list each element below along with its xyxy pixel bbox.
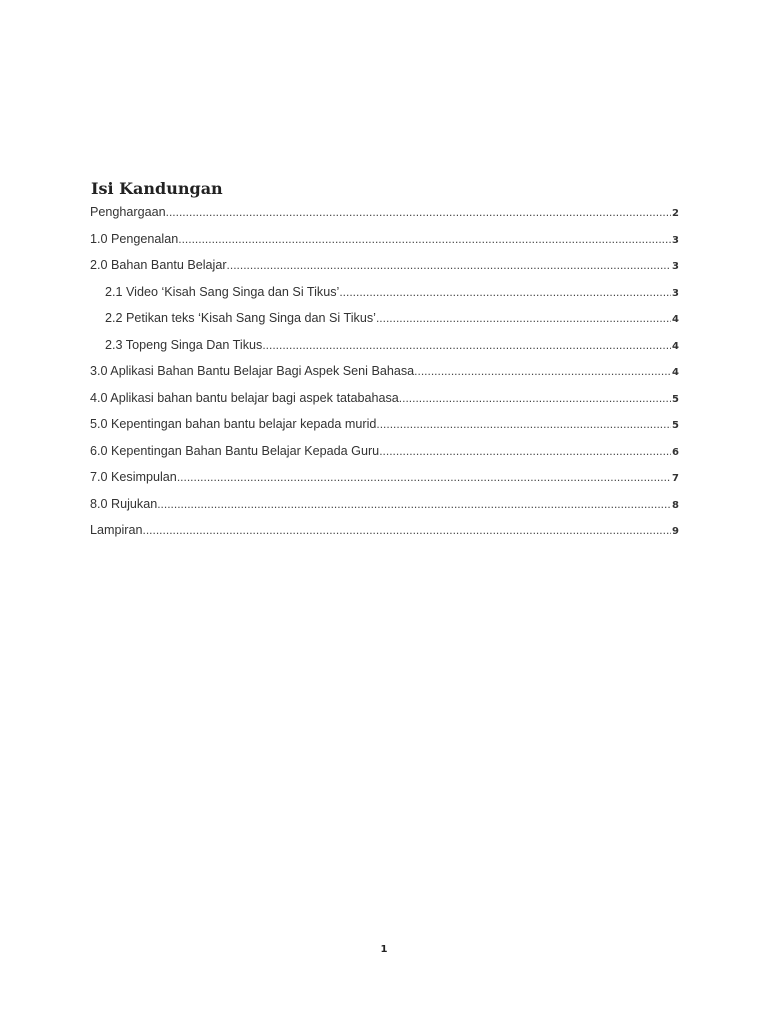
toc-entry[interactable] (90, 441, 679, 468)
toc-page-number: 5 (672, 420, 679, 431)
toc-entry-label: 6.0 Kepentingan Bahan Bantu Belajar Kepada Guru (90, 443, 380, 458)
toc-entry[interactable] (90, 388, 679, 415)
toc-entry[interactable] (90, 229, 679, 256)
toc-entry-label: 7.0 Kesimpulan (90, 470, 177, 484)
toc-entry[interactable] (90, 494, 679, 521)
table-of-contents (90, 202, 679, 547)
toc-page-number: 3 (672, 261, 679, 272)
toc-entry-label: 2.0 Bahan Bantu Belajar (90, 258, 227, 272)
toc-dot-leader (339, 282, 671, 302)
toc-subentry[interactable] (90, 308, 679, 335)
toc-dot-leader (376, 414, 671, 434)
toc-entry[interactable] (90, 255, 679, 282)
toc-dot-leader (262, 335, 671, 355)
toc-entry[interactable] (90, 467, 679, 494)
toc-page-number: 2 (672, 208, 679, 219)
toc-entry[interactable] (90, 520, 679, 547)
toc-page-number: 8 (672, 499, 679, 511)
toc-page-number: 4 (672, 367, 679, 378)
toc-entry-label: 8.0 Rujukan (90, 496, 158, 511)
toc-entry[interactable] (90, 361, 679, 388)
toc-dot-leader (177, 467, 671, 487)
toc-page-number: 4 (672, 314, 679, 325)
page-number-footer: 1 (380, 944, 388, 955)
toc-entry[interactable] (90, 414, 679, 441)
toc-entry-label: Lampiran (90, 523, 143, 537)
toc-page-number: 9 (672, 526, 679, 537)
toc-subentry[interactable] (90, 335, 679, 362)
toc-dot-leader (379, 441, 671, 461)
toc-page-number: 5 (672, 393, 679, 405)
toc-dot-leader (376, 308, 671, 328)
toc-dot-leader (157, 494, 671, 514)
toc-dot-leader (399, 388, 671, 408)
toc-entry-label: 1.0 Pengenalan (90, 231, 179, 246)
toc-page-number: 4 (672, 340, 679, 352)
toc-entry-label: 3.0 Aplikasi Bahan Bantu Belajar Bagi Aspek Seni Bahasa (90, 364, 415, 378)
toc-entry-label: 5.0 Kepentingan bahan bantu belajar kepada murid (90, 417, 377, 431)
toc-subentry[interactable] (90, 282, 679, 309)
toc-dot-leader (166, 202, 671, 222)
toc-entry-label: 2.1 Video ‘Kisah Sang Singa dan Si Tikus’ (105, 284, 340, 299)
toc-dot-leader (227, 255, 671, 275)
toc-entry-label: 4.0 Aplikasi bahan bantu belajar bagi aspek tatabahasa (90, 390, 399, 405)
toc-page-number: 6 (672, 446, 679, 458)
toc-page-number: 3 (672, 287, 679, 299)
toc-dot-leader (178, 229, 671, 249)
toc-page-number: 7 (672, 473, 679, 484)
toc-dot-leader (414, 361, 671, 381)
toc-entry[interactable] (90, 202, 679, 229)
toc-heading: Isi Kandungan (91, 179, 223, 198)
toc-entry-label: 2.2 Petikan teks ‘Kisah Sang Singa dan Si Tikus’ (105, 311, 376, 325)
toc-entry-label: Penghargaan (90, 205, 166, 219)
toc-dot-leader (143, 520, 672, 540)
toc-entry-label: 2.3 Topeng Singa Dan Tikus (105, 337, 263, 352)
toc-page-number: 3 (672, 234, 679, 246)
